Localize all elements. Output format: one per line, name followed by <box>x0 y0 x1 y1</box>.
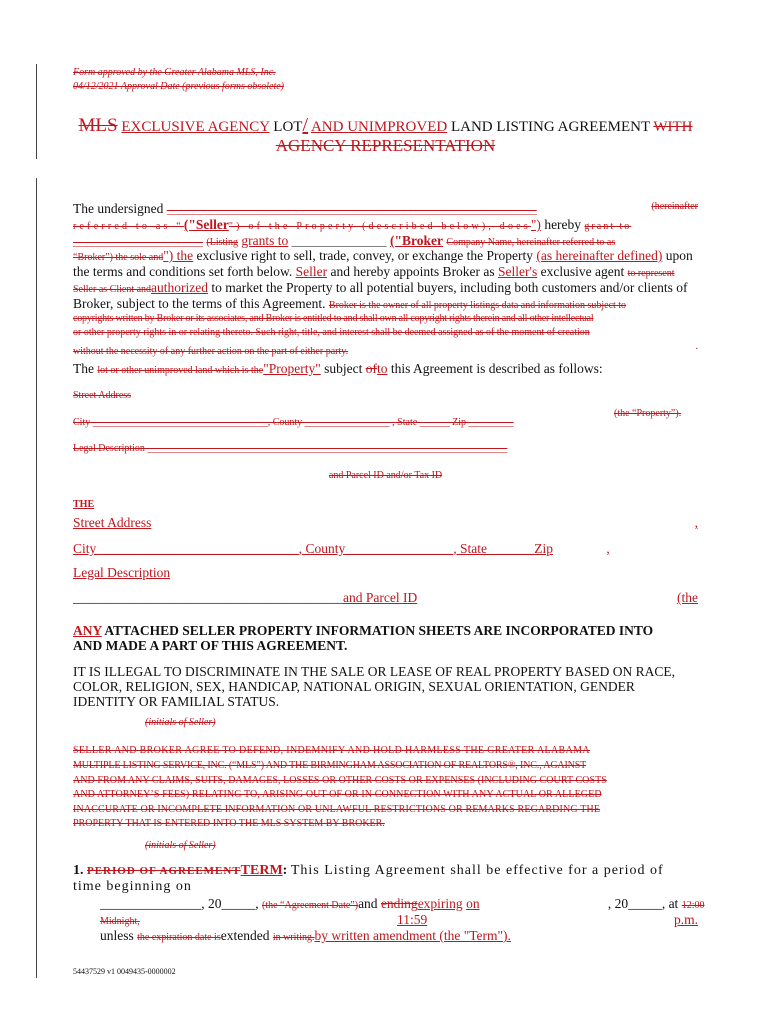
document-title <box>73 114 698 137</box>
intro-blank-3: ___________________ <box>291 237 387 248</box>
new-city: City <box>73 541 97 556</box>
section-1-line-5 <box>100 928 698 944</box>
indemnify-line-3: AND FROM ANY CLAIMS, SUITS, DAMAGES, LOSSES OR OTHER COSTS OR EXPENSES (INCLUDING COURT COSTS <box>73 775 607 786</box>
new-state: , State <box>453 541 488 556</box>
indemnify-line-6: PROPERTY THAT IS ENTERED INTO THE MLS SYSTEM BY BROKER. <box>73 818 385 829</box>
new-the-end: (the <box>677 590 698 605</box>
title-slash: / <box>302 114 309 136</box>
intro-line-7 <box>73 296 698 312</box>
footer-doc-id: 54437529 v1 0049435-0000002 <box>73 967 176 976</box>
section-1-date-start: _______________, 20_____, <box>100 896 259 911</box>
title-land-listing: LAND LISTING AGREEMENT <box>450 119 650 135</box>
illegal-line-1: IT IS ILLEGAL TO DISCRIMINATE IN THE SALE OR LEASE OF REAL PROPERTY BASED ON RACE, <box>73 664 675 679</box>
property-sentence <box>73 361 698 377</box>
intro-undersigned: The undersigned <box>73 201 164 216</box>
intro-del-referred: referred to as “ <box>73 221 184 232</box>
new-county: , County <box>298 541 346 556</box>
new-street-address: Street Address <box>73 515 152 530</box>
new-city-blank: ______________________________ <box>96 541 299 556</box>
title-lot: LOT <box>273 119 303 135</box>
intro-exclusive-agent: exclusive agent <box>540 264 625 279</box>
intro-line-1 <box>73 201 698 217</box>
intro-subject: Broker, subject to the terms of this Agreement. <box>73 296 326 311</box>
intro-line-2 <box>73 217 698 233</box>
intro-appoints: and hereby appoints Broker as <box>330 264 495 279</box>
section-1-heading <box>73 863 698 879</box>
section-1-del-agreement-date: (the “Agreement Date”) <box>262 900 359 911</box>
section-1-del-ending: ending <box>380 896 418 911</box>
section-1-unless: unless <box>100 928 134 943</box>
attached-text-1: ATTACHED SELLER PROPERTY INFORMATION SHEETS ARE INCORPORATED INTO <box>104 623 654 638</box>
section-1-colon: : <box>282 863 288 878</box>
indemnify-line-1: SELLER AND BROKER AGREE TO DEFEND, INDEMNIFY AND HOLD HARMLESS THE GREATER ALABAMA <box>73 745 590 756</box>
illegal-line-3: IDENTITY OR FAMILIAL STATUS. <box>73 694 280 709</box>
section-1-del-writing: in writing. <box>272 932 315 943</box>
approval-line-1: Form approved by the Greater Alabama MLS, Inc. <box>73 67 276 78</box>
intro-del-represent: to represent <box>627 268 675 279</box>
intro-del-necessity: without the necessity of any further action on the part of either party. <box>73 346 349 357</box>
old-legal-line: Legal Description ________________________________________________________________________ <box>73 443 508 454</box>
old-parcel: and Parcel ID and/or Tax ID <box>328 470 443 481</box>
intro-seller: ("Seller <box>183 217 229 232</box>
intro-ins-quote: ") <box>530 217 541 232</box>
intro-blank-2: __________________________ <box>73 237 203 248</box>
title-del-mls: MLS <box>78 115 118 136</box>
indemnify-line-4: AND ATTORNEY’S FEES) RELATING TO, ARISING OUT OF OR IN CONNECTION WITH ANY ACTUAL OR ALLEGED <box>73 789 602 800</box>
section-1-ins-1159: 11:59 <box>397 912 428 927</box>
section-1-number: 1. <box>73 863 84 878</box>
intro-ins-sellers: Seller's <box>498 264 538 279</box>
section-1-line-2: time beginning on <box>73 879 192 894</box>
new-street-row <box>73 515 698 531</box>
new-county-blank: ________________ <box>345 541 454 556</box>
attached-line-1 <box>73 623 698 639</box>
intro-line-9: or other property rights in or relating thereto. Such right, title, and interest shall be deemed assigned as of the moment of creation <box>73 327 590 338</box>
title-line-2: AGENCY REPRESENTATION <box>275 136 496 155</box>
property-subject: subject <box>324 361 363 376</box>
property-the: The <box>73 361 94 376</box>
property-del-lot: lot or other unimproved land which is the <box>97 365 264 376</box>
intro-mark: . <box>695 341 698 352</box>
intro-del-company: Company Name, hereinafter referred to as <box>446 237 616 248</box>
intro-del-hereinafter: (hereinafter <box>651 201 698 212</box>
change-bar-main <box>36 178 37 978</box>
intro-exclusive-right: exclusive right to sell, trade, convey, or exchange the Property <box>196 248 534 263</box>
new-city-row <box>73 541 698 557</box>
new-legal-row <box>73 565 698 581</box>
intro-del-property: ") of the Property (described below), does <box>228 221 531 232</box>
new-zip: Zip <box>534 541 554 556</box>
section-1-line-4 <box>100 912 698 928</box>
old-city-line: City ___________________________________, County _________________ , State ______ Zip _________ <box>73 417 514 428</box>
intro-ins-authorized: authorized <box>151 280 209 295</box>
intro-ins-the: ") the <box>163 248 194 263</box>
attached-ins-any: ANY <box>73 623 102 638</box>
old-street-address: Street Address <box>73 390 132 401</box>
intro-hereby: hereby <box>544 217 582 232</box>
section-1-line-3 <box>100 896 705 912</box>
property-ins-property: "Property" <box>263 361 321 376</box>
new-comma-1: , <box>694 515 698 530</box>
intro-line-3 <box>73 233 698 249</box>
intro-del-sole: “Broker”) the sole and <box>73 252 164 263</box>
new-parcel-id: and Parcel ID <box>343 590 418 605</box>
intro-ins-grants: grants to <box>241 233 289 248</box>
old-the-property: (the “Property”). <box>614 408 682 419</box>
new-state-blank: _______ <box>487 541 535 556</box>
section-1-extended: extended <box>220 928 270 943</box>
section-1-date-end: , 20_____, at <box>607 896 679 911</box>
section-1-ins-pm: p.m. <box>673 912 698 927</box>
intro-market: to market the Property to all potential buyers, including both customers and/or clients of <box>211 280 688 295</box>
illegal-line-2: COLOR, RELIGION, SEX, HANDICAP, NATIONAL ORIGIN, SEXUAL ORIENTATION, GENDER <box>73 679 635 694</box>
section-1-del-midnight: Midnight, <box>100 916 140 927</box>
intro-del-listing: (Listing <box>206 237 239 248</box>
new-comma-2: , <box>606 541 610 556</box>
intro-line-4 <box>73 248 698 264</box>
new-legal-blank: ________________________________________ <box>73 590 343 605</box>
new-the: THE <box>73 499 95 510</box>
section-1-ins-expiring: expiring <box>417 896 463 911</box>
section-1-del-1200: 12:00 <box>681 900 705 911</box>
intro-line-6 <box>73 280 698 296</box>
new-parcel-row <box>73 590 698 606</box>
property-ins-to: to <box>376 361 388 376</box>
section-1-text: This Listing Agreement shall be effective for a period of <box>290 863 664 878</box>
indemnify-initials: (initials of Seller) <box>145 840 216 851</box>
intro-line-5 <box>73 264 698 280</box>
intro-ins-seller: Seller <box>295 264 328 279</box>
intro-terms: the terms and conditions set forth below. <box>73 264 293 279</box>
attached-line-2: AND MADE A PART OF THIS AGREEMENT. <box>73 638 348 653</box>
new-legal-description: Legal Description <box>73 565 171 580</box>
intro-line-10 <box>73 341 698 359</box>
property-described: this Agreement is described as follows: <box>390 361 603 376</box>
section-1-ins-amendment: by written amendment (the "Term"). <box>314 928 511 943</box>
section-1-and: and <box>358 896 378 911</box>
intro-line-8: copyrights written by Broker or its associates, and Broker is entitled to and shall own all copyright rights therein and all other intellectual <box>73 313 594 324</box>
indemnify-line-5: INACCURATE OR INCOMPLETE INFORMATION OR UNLAWFUL RESTRICTIONS OR REMARKS REGARDING THE <box>73 804 601 815</box>
section-1-del-expiration: the expiration date is <box>137 932 221 943</box>
illegal-initials: (initials of Seller) <box>145 717 216 728</box>
section-1-on: on <box>466 896 480 911</box>
intro-broker: ("Broker <box>390 233 444 248</box>
section-1-blank: ___________________ <box>479 896 608 911</box>
change-bar-top <box>36 64 37 159</box>
property-del-of: of <box>365 361 377 376</box>
intro-ins-defined: (as hereinafter defined) <box>536 248 663 263</box>
title-ins-exclusive: EXCLUSIVE AGENCY <box>121 119 270 135</box>
intro-del-owner: Broker is the owner of all property listings data and information subject to <box>328 300 627 311</box>
title-del-with: WITH <box>653 119 693 135</box>
intro-del-grant: grant to <box>584 221 632 232</box>
intro-upon: upon <box>665 248 693 263</box>
approval-line-2: 04/12/2021 Approval Date (previous forms obsolete) <box>73 81 284 92</box>
title-ins-unimproved: AND UNIMPROVED <box>310 119 448 135</box>
section-1-ins-term: TERM <box>240 863 283 878</box>
section-1-del-period: PERIOD OF AGREEMENT <box>87 865 241 877</box>
indemnify-line-2: MULTIPLE LISTING SERVICE, INC. (“MLS”) AND THE BIRMINGHAM ASSOCIATION OF REALTORS®, INC., AGAINST <box>73 760 587 771</box>
intro-del-client: Seller as Client and <box>73 284 152 295</box>
intro-blank-1: __________________________________________________________________________ <box>166 205 537 216</box>
